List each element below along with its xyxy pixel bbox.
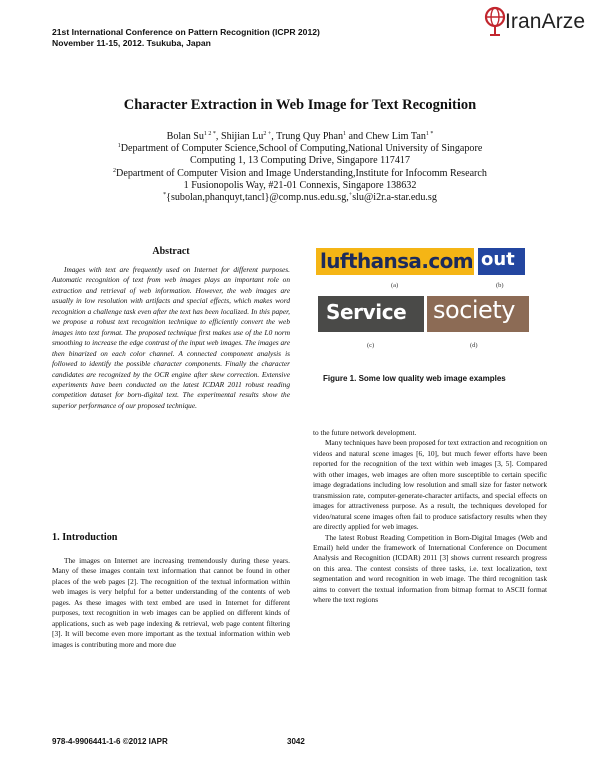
author-name: Shijian Lu: [220, 131, 264, 142]
paper-title: Character Extraction in Web Image for Text Recognition: [123, 97, 477, 113]
author-sup: 1 *: [425, 131, 434, 137]
author-line: Bolan $Su^{1 2 *}$, Shijian $Lu^{2 +}$, Trung Quy Phan$^1$ and Chew Lim Tan$^{1 *}$: [166, 131, 434, 142]
affiliation-1: $^1$Department of Computer Science,School of Computing,National University of Singapore: [117, 143, 483, 155]
introduction-paragraph: The images on Internet are increasing tremendously during these years. Many of these images contain text information that cannot be found in other places of the web pages [2]. The recognition of the textual information within web images is very helpful for a better understanding of the contents of web pages. As these images with text embed are used in Internet for different purposes, text recognition in web images can be applied on different kinds of applications, such as web page indexing & retrieval, web page content filtering [3]. It will become even more important as the textual information within web images is contributing more and more due: [52, 556, 290, 649]
abstract-heading: Abstract: [152, 246, 190, 257]
affiliation-2-address: 1 Fusionopolis Way, #21-01 Connexis, Singapore 138632: [183, 179, 417, 191]
figure-sample-b: [478, 248, 525, 275]
paragraph-techniques: Many techniques have been proposed for text extraction and recognition on videos and natural scene images [6, 10], but much fewer efforts have been reported for the recognition of the text within web images [3, 5]. Compared with other images, web images are often more susceptible to certain specific image degradations including low resolution and small size for faster network transmission rate, computer-generate-character artifacts, and special effects on images for attractiveness purpose. As a result, the techniques developed for video/natural scene images often fail to produce satisfactory results when they are directly applied for web images.: [313, 438, 547, 532]
paragraph-continuation: to the future network development.: [313, 428, 417, 437]
watermark-logo: [482, 6, 594, 42]
page-number: 3042: [287, 737, 305, 746]
right-column-text: [313, 428, 547, 606]
figure-label-b: (b): [496, 282, 504, 289]
conference-header: [52, 27, 320, 49]
author-block: [0, 131, 600, 204]
conference-name: 21st International Conference on Pattern Recognition (ICPR 2012): [52, 27, 320, 37]
introduction-heading: 1. Introduction: [52, 532, 118, 543]
sample-a-word: lufthansa.com: [320, 249, 473, 273]
figure-label-d: (d): [470, 342, 478, 349]
author-name: Trung Quy Phan: [276, 131, 344, 142]
abstract-text: Images with text are frequently used on Internet for different purposes. Automatic recognition of text from web images plays an important role on extraction and retrieval of web information. However, the web images are usually in low resolution with artifacts and special effects, which makes word recognition a challenge task even after the text has been localized. In this paper, we propose a robust text recognition technique to efficiently convert the web images into text format. The proposed technique first makes use of the L0 norm smoothing to increase the edge contrast of the input web images. The images are then binarized on each color channel. A connected component analysis is followed to identify the possible character components. Finally the character candidates are recognized by the OCR engine after skew correction. Extensive experiments have been conducted on the latest ICDAR 2011 robust reading competition dataset for born-digital text. The experimental results show the superior performance of our proposed technique.: [52, 265, 290, 410]
footer-isbn: 978-4-9906441-1-6 ©2012 IAPR: [52, 737, 168, 746]
conference-date: November 11-15, 2012. Tsukuba, Japan: [52, 38, 211, 48]
figure-sample-a: [316, 248, 474, 275]
sample-c-word: Service: [326, 300, 407, 324]
sample-d-word: society: [433, 296, 515, 324]
sample-b-word: out: [481, 249, 515, 270]
affiliation-2: $^2$Department of Computer Vision and Image Understanding,Institute for Infocomm Research: [113, 167, 487, 179]
figure-sample-c: [318, 296, 424, 332]
figure-caption: Figure 1. Some low quality web image examples: [323, 374, 506, 383]
figure-sample-d: [427, 296, 529, 332]
figure-label-c: (c): [367, 342, 375, 349]
author-name: Bolan Su: [166, 131, 204, 142]
author-sup: 2 +: [263, 131, 272, 137]
paragraph-competition: The latest Robust Reading Competition in Born-Digital Images (Web and Email) held under the framework of International Conference on Document Analysis and Recognition (ICDAR) 2011 [3] shows current research progress on this area. The contest consists of three tasks, i.e. text localization, text segmentation and word recognition in web image. The third recognition task aims to convert the textual information from bitmap format to ASCII format where the text regions: [313, 532, 547, 605]
author-sup: 1 2 *: [203, 131, 216, 137]
figure-label-a: (a): [391, 282, 399, 289]
watermark-text: IranArze: [505, 10, 586, 33]
author-emails: *{subolan,phanquyt,tancl}@comp.nus.edu.sg,+slu@i2r.a-star.edu.sg: [163, 192, 437, 204]
affiliation-1-address: Computing 1, 13 Computing Drive, Singapore 117417: [190, 155, 410, 167]
abstract-section: [52, 246, 290, 411]
author-name: Chew Lim Tan: [365, 131, 426, 142]
author-sup: 1: [343, 131, 347, 137]
